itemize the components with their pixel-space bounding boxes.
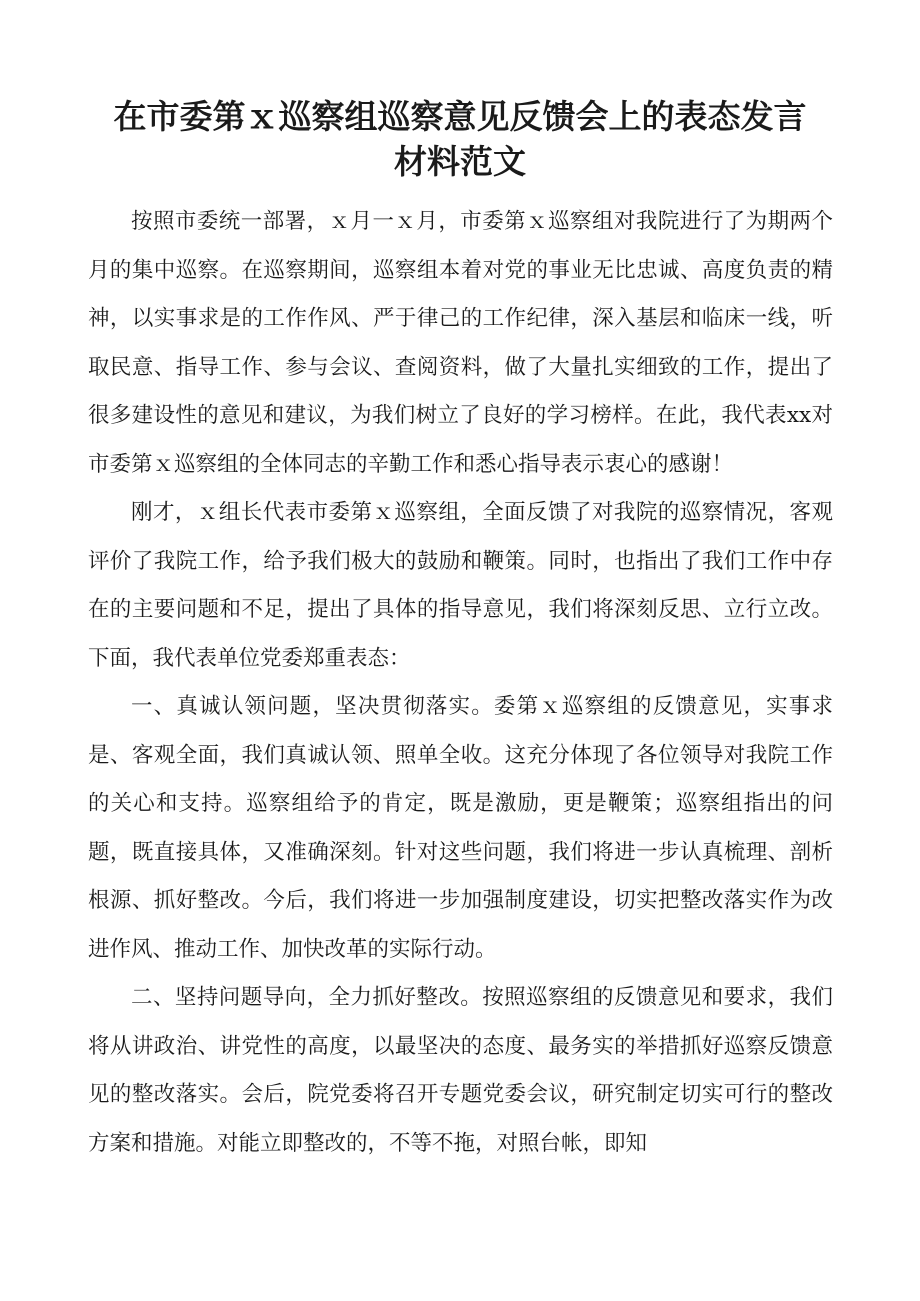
title-line-1: 在市委第ｘ巡察组巡察意见反馈会上的表态发言 <box>113 97 807 136</box>
document-title <box>60 94 860 184</box>
paragraph-2: 刚才，ｘ组长代表市委第ｘ巡察组，全面反馈了对我院的巡察情况，客观评价了我院工作，给予我们极大的鼓励和鞭策。同时，也指出了我们工作中存在的主要问题和不足，提出了具体的指导意见，我们将深刻反思、立行立改。下面，我代表单位党委郑重表态： <box>88 500 833 671</box>
title-line-2: 材料范文 <box>394 142 526 181</box>
paragraph-3: 一、真诚认领问题，坚决贯彻落实。委第ｘ巡察组的反馈意见，实事求是、客观全面，我们真诚认领、照单全收。这充分体现了各位领导对我院工作的关心和支持。巡察组给予的肯定，既是激励，更是鞭策；巡察组指出的问题，既直接具体，又准确深刻。针对这些问题，我们将进一步认真梳理、剖析根源、抓好整改。今后，我们将进一步加强制度建设，切实把整改落实作为改进作风、推动工作、加快改革的实际行动。 <box>88 694 833 962</box>
document-body <box>88 198 833 1168</box>
paragraph-1: 按照市委统一部署，ｘ月一ｘ月，市委第ｘ巡察组对我院进行了为期两个月的集中巡察。在巡察期间，巡察组本着对党的事业无比忠诚、高度负责的精神，以实事求是的工作作风、严于律己的工作纪律，深入基层和临床一线，听取民意、指导工作、参与会议、查阅资料，做了大量扎实细致的工作，提出了很多建设性的意见和建议，为我们树立了良好的学习榜样。在此，我代表xx对市委第ｘ巡察组的全体同志的辛勤工作和悉心指导表示衷心的感谢！ <box>88 209 833 477</box>
paragraph-4: 二、坚持问题导向，全力抓好整改。按照巡察组的反馈意见和要求，我们将从讲政治、讲党性的高度，以最坚决的态度、最务实的举措抓好巡察反馈意见的整改落实。会后，院党委将召开专题党委会议，研究制定切实可行的整改方案和措施。对能立即整改的，不等不拖，对照台帐，即知 <box>88 985 833 1156</box>
